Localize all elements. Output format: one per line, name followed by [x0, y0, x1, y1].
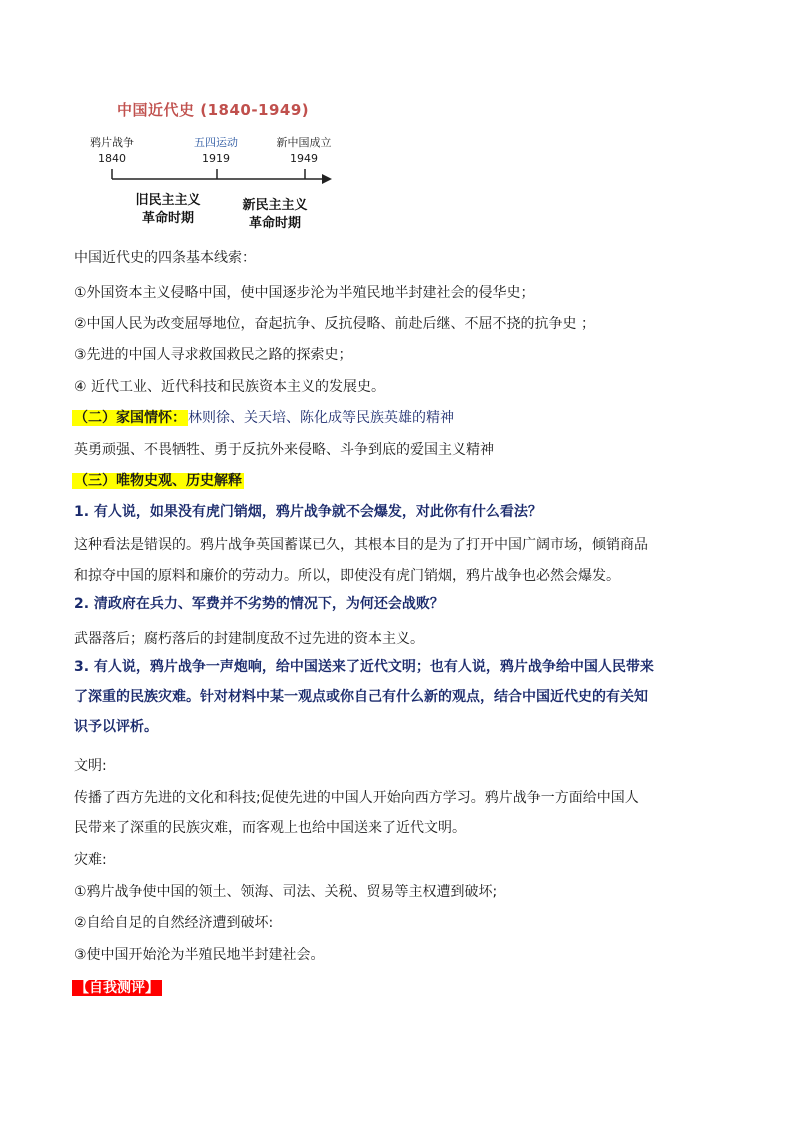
- timeline-event-may-fourth: [184, 135, 248, 167]
- clues-heading: 中国近代史的四条基本线索：: [74, 250, 256, 266]
- event-year: 1919: [202, 152, 230, 165]
- section-2-text: 林则徐、关天培、陈化成等民族英雄的精神: [188, 410, 454, 426]
- answer-2-line: 武器落后；腐朽落后的封建制度敌不过先进的资本主义。: [74, 631, 424, 647]
- event-year: 1949: [290, 152, 318, 165]
- period-line: 革命时期: [141, 211, 194, 226]
- clue-item: ①外国资本主义侵略中国，使中国逐步沦为半殖民地半封建社会的侵华史；: [74, 285, 535, 301]
- event-name: 五四运动: [194, 136, 238, 149]
- section-2-spirit: 英勇顽强、不畏牺牲、勇于反抗外来侵略、斗争到底的爱国主义精神: [74, 442, 494, 458]
- question-1: 1. 有人说，如果没有虎门销烟，鸦片战争就不会爆发，对此你有什么看法？: [74, 504, 542, 520]
- event-year: 1840: [98, 152, 126, 165]
- disaster-item: ①鸦片战争使中国的领土、领海、司法、关税、贸易等主权遭到破坏;: [74, 884, 498, 900]
- answer-1-line: 和掠夺中国的原料和廉价的劳动力。所以，即使没有虎门销烟，鸦片战争也必然会爆发。: [74, 568, 620, 584]
- timeline-event-prc-founding: [268, 135, 340, 167]
- civilization-label: 文明:: [74, 758, 107, 774]
- clue-item: ③先进的中国人寻求救国救民之路的探索史；: [74, 347, 353, 363]
- disaster-item: ②自给自足的自然经济遭到破坏:: [74, 915, 274, 931]
- question-3-line: 3. 有人说，鸦片战争一声炮响，给中国送来了近代文明；也有人说，鸦片战争给中国人民带来: [74, 659, 654, 675]
- period-line: 旧民主主义: [135, 193, 201, 208]
- clue-item: ④ 近代工业、近代科技和民族资本主义的发展史。: [74, 379, 385, 395]
- section-3-label: （三）唯物史观、历史解释: [74, 473, 242, 489]
- question-3-line: 了深重的民族灾难。针对材料中某一观点或你自己有什么新的观点，结合中国近代史的有关知: [74, 689, 648, 705]
- timeline-axis: [100, 165, 340, 187]
- self-eval-line: [72, 977, 162, 999]
- timeline-title: 中国近代史 (1840-1949): [117, 101, 310, 119]
- period-line: 新民主主义: [242, 198, 308, 213]
- question-2: 2. 清政府在兵力、军费并不劣势的情况下，为何还会战败？: [74, 596, 444, 612]
- disaster-label: 灾难:: [74, 852, 107, 868]
- civilization-line: 传播了西方先进的文化和科技;促使先进的中国人开始向西方学习。鸦片战争一方面给中国人: [74, 790, 639, 806]
- self-eval-label: 【自我测评】: [72, 980, 162, 996]
- event-name: 新中国成立: [276, 136, 332, 149]
- timeline-period-old-democratic: [125, 192, 211, 228]
- section-2-label: （二）家国情怀：: [74, 410, 186, 426]
- event-name: 鸦片战争: [90, 136, 134, 149]
- timeline-period-new-democratic: [232, 197, 318, 233]
- section-2-line: [72, 407, 454, 429]
- period-line: 革命时期: [248, 216, 301, 231]
- question-3-line: 识予以评析。: [74, 719, 158, 735]
- timeline-event-opium-war: [82, 135, 142, 167]
- clue-item: ②中国人民为改变屈辱地位，奋起抗争、反抗侵略、前赴后继、不屈不挠的抗争史 ；: [74, 316, 595, 332]
- disaster-item: ③使中国开始沦为半殖民地半封建社会。: [74, 947, 325, 963]
- answer-1-line: 这种看法是错误的。鸦片战争英国蓄谋已久，其根本目的是为了打开中国广阔市场，倾销商品: [74, 537, 648, 553]
- section-3-line: [72, 470, 244, 492]
- timeline-arrow: [322, 174, 332, 184]
- civilization-line: 民带来了深重的民族灾难，而客观上也给中国送来了近代文明。: [74, 820, 466, 836]
